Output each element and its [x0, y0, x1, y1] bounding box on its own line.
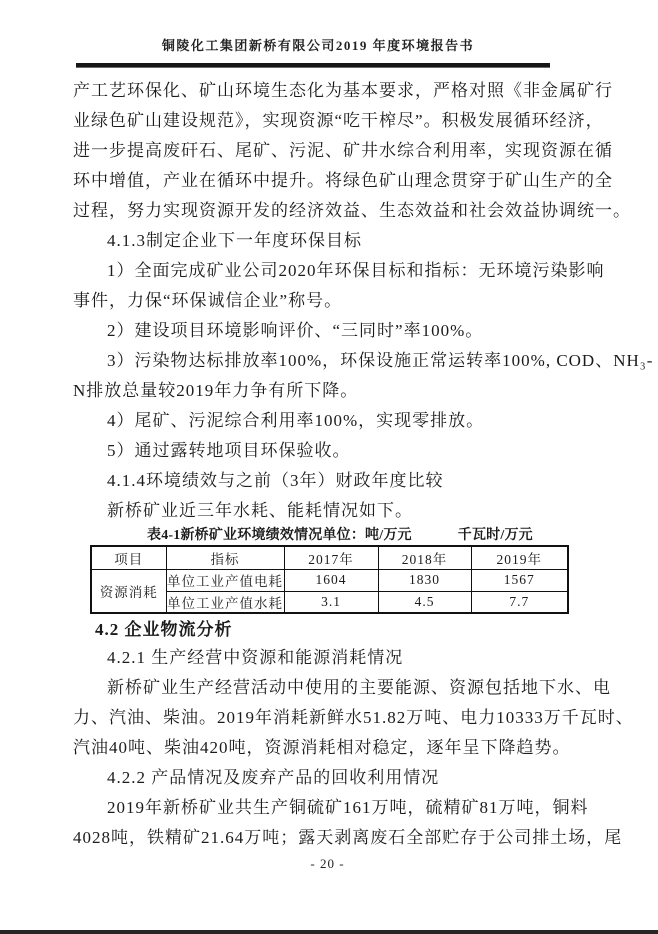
text-line: 新桥矿业近三年水耗、能耗情况如下。	[107, 501, 413, 520]
section-heading-4-2-1: 4.2.1 生产经营中资源和能源消耗情况	[107, 648, 404, 667]
text-line: 事件，力保“环保诚信企业”称号。	[73, 291, 343, 310]
section-4-2	[73, 616, 634, 853]
section-heading-4-1-3: 4.1.3制定企业下一年度环保目标	[107, 231, 362, 250]
table-cell: 1604	[284, 569, 378, 591]
table-header-cell: 2018年	[378, 546, 471, 569]
table-rowgroup-cell: 资源消耗	[91, 569, 166, 613]
text-line: 2019年新桥矿业共生产铜硫矿161万吨，硫精矿81万吨，铜料	[107, 798, 589, 817]
text-line: 4）尾矿、污泥综合利用率100%，实现零排放。	[107, 411, 485, 430]
text-line: 环中增值，产业在循环中提升。将绿色矿山理念贯穿于矿山生产的全	[73, 171, 613, 190]
table-row	[91, 569, 568, 591]
text-line: 2）建设项目环境影响评价、“三同时”率100%。	[107, 321, 484, 340]
page-header-title: 铜陵化工集团新桥有限公司2019 年度环境报告书	[161, 38, 475, 53]
table-cell: 1830	[378, 569, 471, 591]
table-cell: 7.7	[471, 591, 568, 613]
text-line: 3）污染物达标排放率100%，环保设施正常运转率100%, COD、NH₃-	[107, 351, 654, 370]
table-caption	[73, 526, 587, 545]
text-line: 1）全面完成矿业公司2020年环保目标和指标：无环境污染影响	[107, 261, 605, 280]
text-line: 业绿色矿山建设规范》，实现资源“吃干榨尽”。积极发展循环经济，	[73, 111, 604, 130]
performance-table	[90, 545, 569, 614]
text-line: N排放总量较2019年力争有所下降。	[73, 381, 359, 400]
table-header-cell: 指标	[166, 546, 284, 569]
text-line: 5）通过露转地项目环保验收。	[107, 441, 351, 460]
table-cell: 1567	[471, 569, 568, 591]
section-heading-4-1-4: 4.1.4环境绩效与之前（3年）财政年度比较	[107, 471, 444, 490]
table-cell: 3.1	[284, 591, 378, 613]
table-header-cell: 2017年	[284, 546, 378, 569]
text-line: 4028吨，铁精矿21.64万吨；露天剥离废石全部贮存于公司排土场，尾	[73, 828, 623, 847]
table-caption-unit: 千瓦时/万元	[457, 528, 533, 543]
table-header-cell: 2019年	[471, 546, 568, 569]
text-line: 进一步提高废矸石、尾矿、污泥、矿井水综合利用率，实现资源在循	[73, 141, 613, 160]
section-heading-4-2-2: 4.2.2 产品情况及废弃产品的回收利用情况	[107, 768, 440, 787]
table-cell: 单位工业产值电耗	[166, 569, 284, 591]
table-header-cell: 项目	[91, 546, 166, 569]
table-caption-title: 表4-1新桥矿业环境绩效情况单位：吨/万元	[147, 528, 412, 543]
table-cell: 4.5	[378, 591, 471, 613]
table-cell: 单位工业产值水耗	[166, 591, 284, 613]
page-number: - 20 -	[310, 856, 345, 871]
page-bottom-edge	[0, 930, 658, 934]
text-line: 力、汽油、柴油。2019年消耗新鲜水51.82万吨、电力10333万千瓦时、	[73, 708, 634, 727]
text-line: 汽油40吨、柴油420吨，资源消耗相对稳定，逐年呈下降趋势。	[73, 738, 571, 757]
document-body	[73, 76, 654, 853]
text-line: 产工艺环保化、矿山环境生态化为基本要求，严格对照《非金属矿行	[73, 81, 613, 100]
table-header-row	[91, 546, 568, 569]
section-heading-4-2: 4.2 企业物流分析	[95, 620, 233, 639]
header-rule	[76, 63, 550, 68]
text-line: 过程，努力实现资源开发的经济效益、生态效益和社会效益协调统一。	[73, 201, 631, 220]
text-line: 新桥矿业生产经营活动中使用的主要能源、资源包括地下水、电	[107, 678, 611, 697]
